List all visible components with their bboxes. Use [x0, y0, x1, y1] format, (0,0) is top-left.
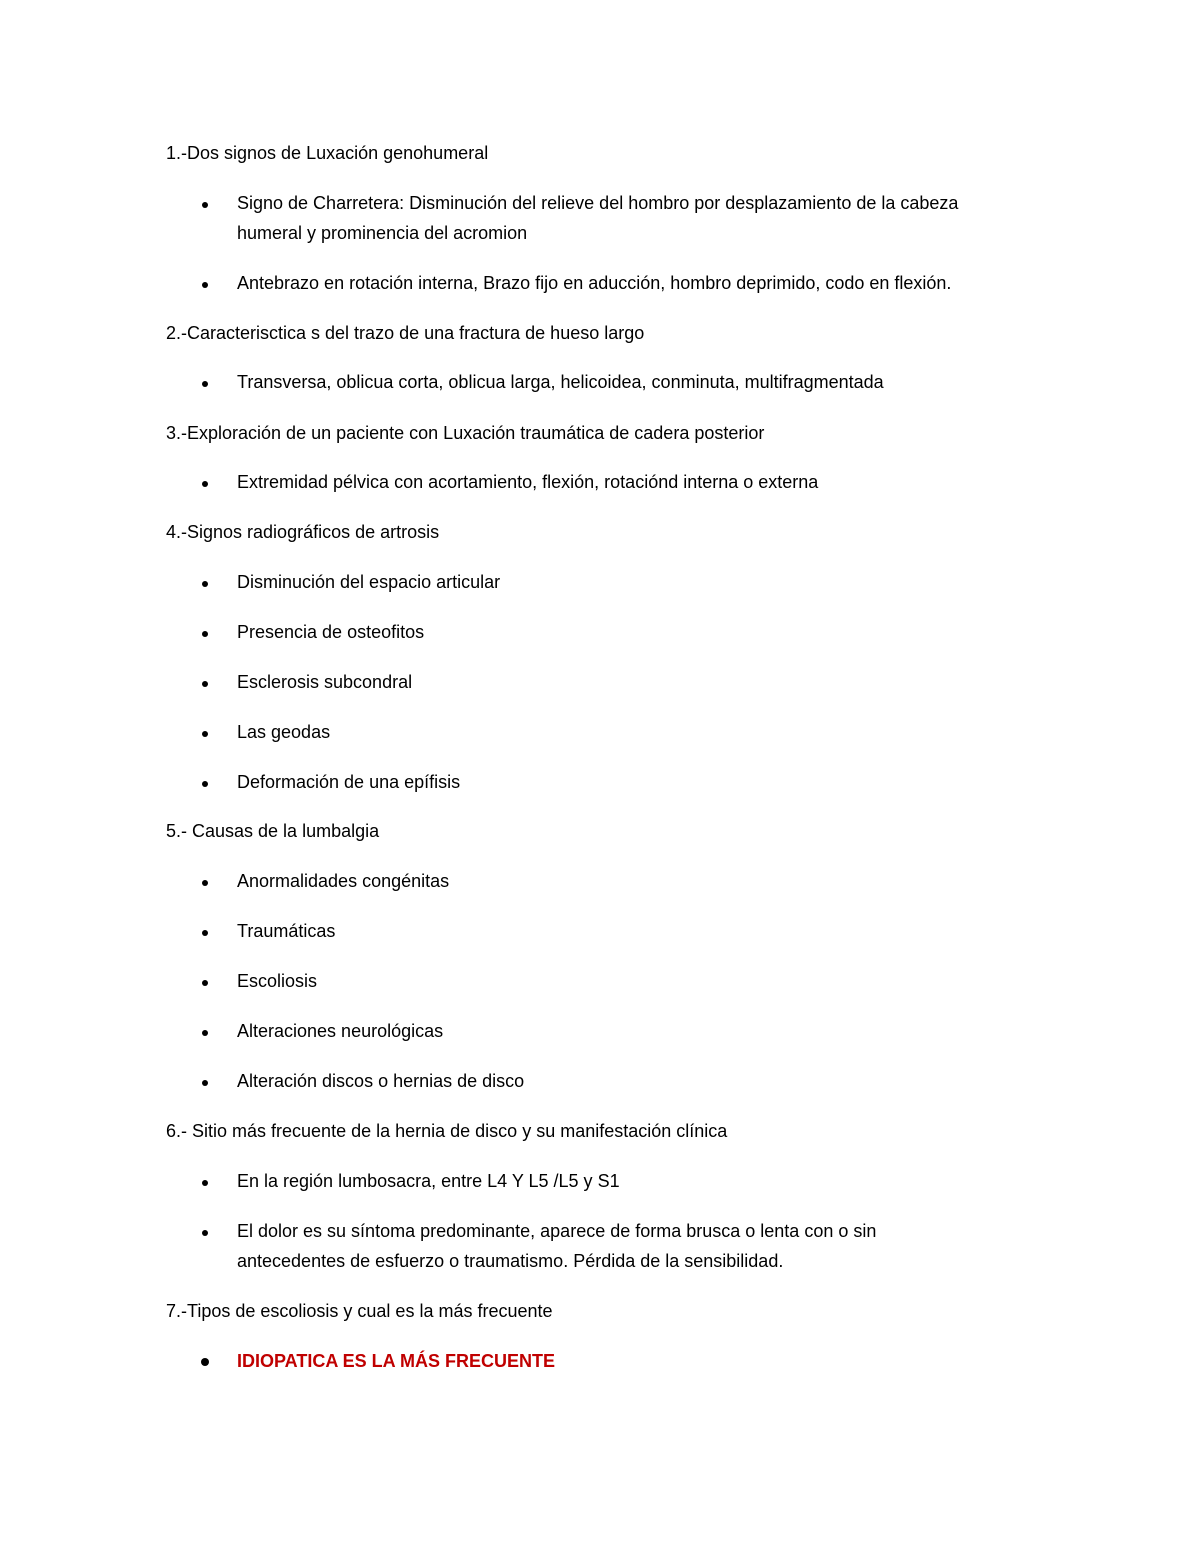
answer-2-1: Transversa, oblicua corta, oblicua larga, helicoidea, conminuta, multifragmentada	[237, 372, 884, 392]
answer-6-1: En la región lumbosacra, entre L4 Y L5 /L5 y S1	[237, 1171, 620, 1191]
question-4-title: 4.-Signos radiográficos de artrosis	[166, 522, 440, 542]
bullet-icon	[202, 282, 208, 288]
bullet-icon	[202, 202, 208, 208]
bullet-icon	[202, 1080, 208, 1086]
answer-6-2-line-1: El dolor es su síntoma predominante, aparece de forma brusca o lenta con o sin	[237, 1221, 877, 1241]
answer-4-1: Disminución del espacio articular	[237, 572, 501, 592]
answer-5-3: Escoliosis	[237, 971, 318, 991]
bullet-icon	[202, 1230, 208, 1236]
question-5-title: 5.- Causas de la lumbalgia	[166, 821, 380, 841]
bullet-icon	[202, 481, 208, 487]
bullet-icon	[202, 681, 208, 687]
answer-4-3: Esclerosis subcondral	[237, 672, 413, 692]
question-6-title: 6.- Sitio más frecuente de la hernia de disco y su manifestación clínica	[166, 1121, 728, 1141]
bullet-icon	[202, 1180, 208, 1186]
question-2-title: 2.-Caracterisctica s del trazo de una fractura de hueso largo	[166, 323, 645, 343]
answer-7-1-highlight: IDIOPATICA ES LA MÁS FRECUENTE	[237, 1351, 556, 1371]
question-7-title: 7.-Tipos de escoliosis y cual es la más frecuente	[166, 1301, 553, 1321]
bullet-icon	[202, 581, 208, 587]
bullet-icon	[202, 1030, 208, 1036]
bullet-icon	[202, 980, 208, 986]
bullet-icon	[202, 631, 208, 637]
answer-1-2: Antebrazo en rotación interna, Brazo fijo en aducción, hombro deprimido, codo en flexión.	[237, 273, 952, 293]
bullet-icon	[202, 880, 208, 886]
bullet-icon	[201, 1358, 209, 1366]
answer-4-5: Deformación de una epífisis	[237, 772, 461, 792]
answer-5-5: Alteración discos o hernias de disco	[237, 1071, 525, 1091]
answer-4-2: Presencia de osteofitos	[237, 622, 425, 642]
bullet-icon	[202, 731, 208, 737]
answer-5-4: Alteraciones neurológicas	[237, 1021, 444, 1041]
bullet-icon	[202, 930, 208, 936]
question-3-title: 3.-Exploración de un paciente con Luxación traumática de cadera posterior	[166, 423, 765, 443]
answer-3-1: Extremidad pélvica con acortamiento, flexión, rotaciónd interna o externa	[237, 472, 819, 492]
bullet-icon	[202, 381, 208, 387]
bullet-icon	[202, 781, 208, 787]
answer-6-2-line-2: antecedentes de esfuerzo o traumatismo. Pérdida de la sensibilidad.	[237, 1251, 784, 1271]
question-1-title: 1.-Dos signos de Luxación genohumeral	[166, 143, 489, 163]
answer-1-1-line-1: Signo de Charretera: Disminución del relieve del hombro por desplazamiento de la cabeza	[237, 193, 959, 213]
answer-4-4: Las geodas	[237, 722, 331, 742]
answer-5-2: Traumáticas	[237, 921, 336, 941]
answer-5-1: Anormalidades congénitas	[237, 871, 450, 891]
answer-1-1-line-2: humeral y prominencia del acromion	[237, 223, 528, 243]
